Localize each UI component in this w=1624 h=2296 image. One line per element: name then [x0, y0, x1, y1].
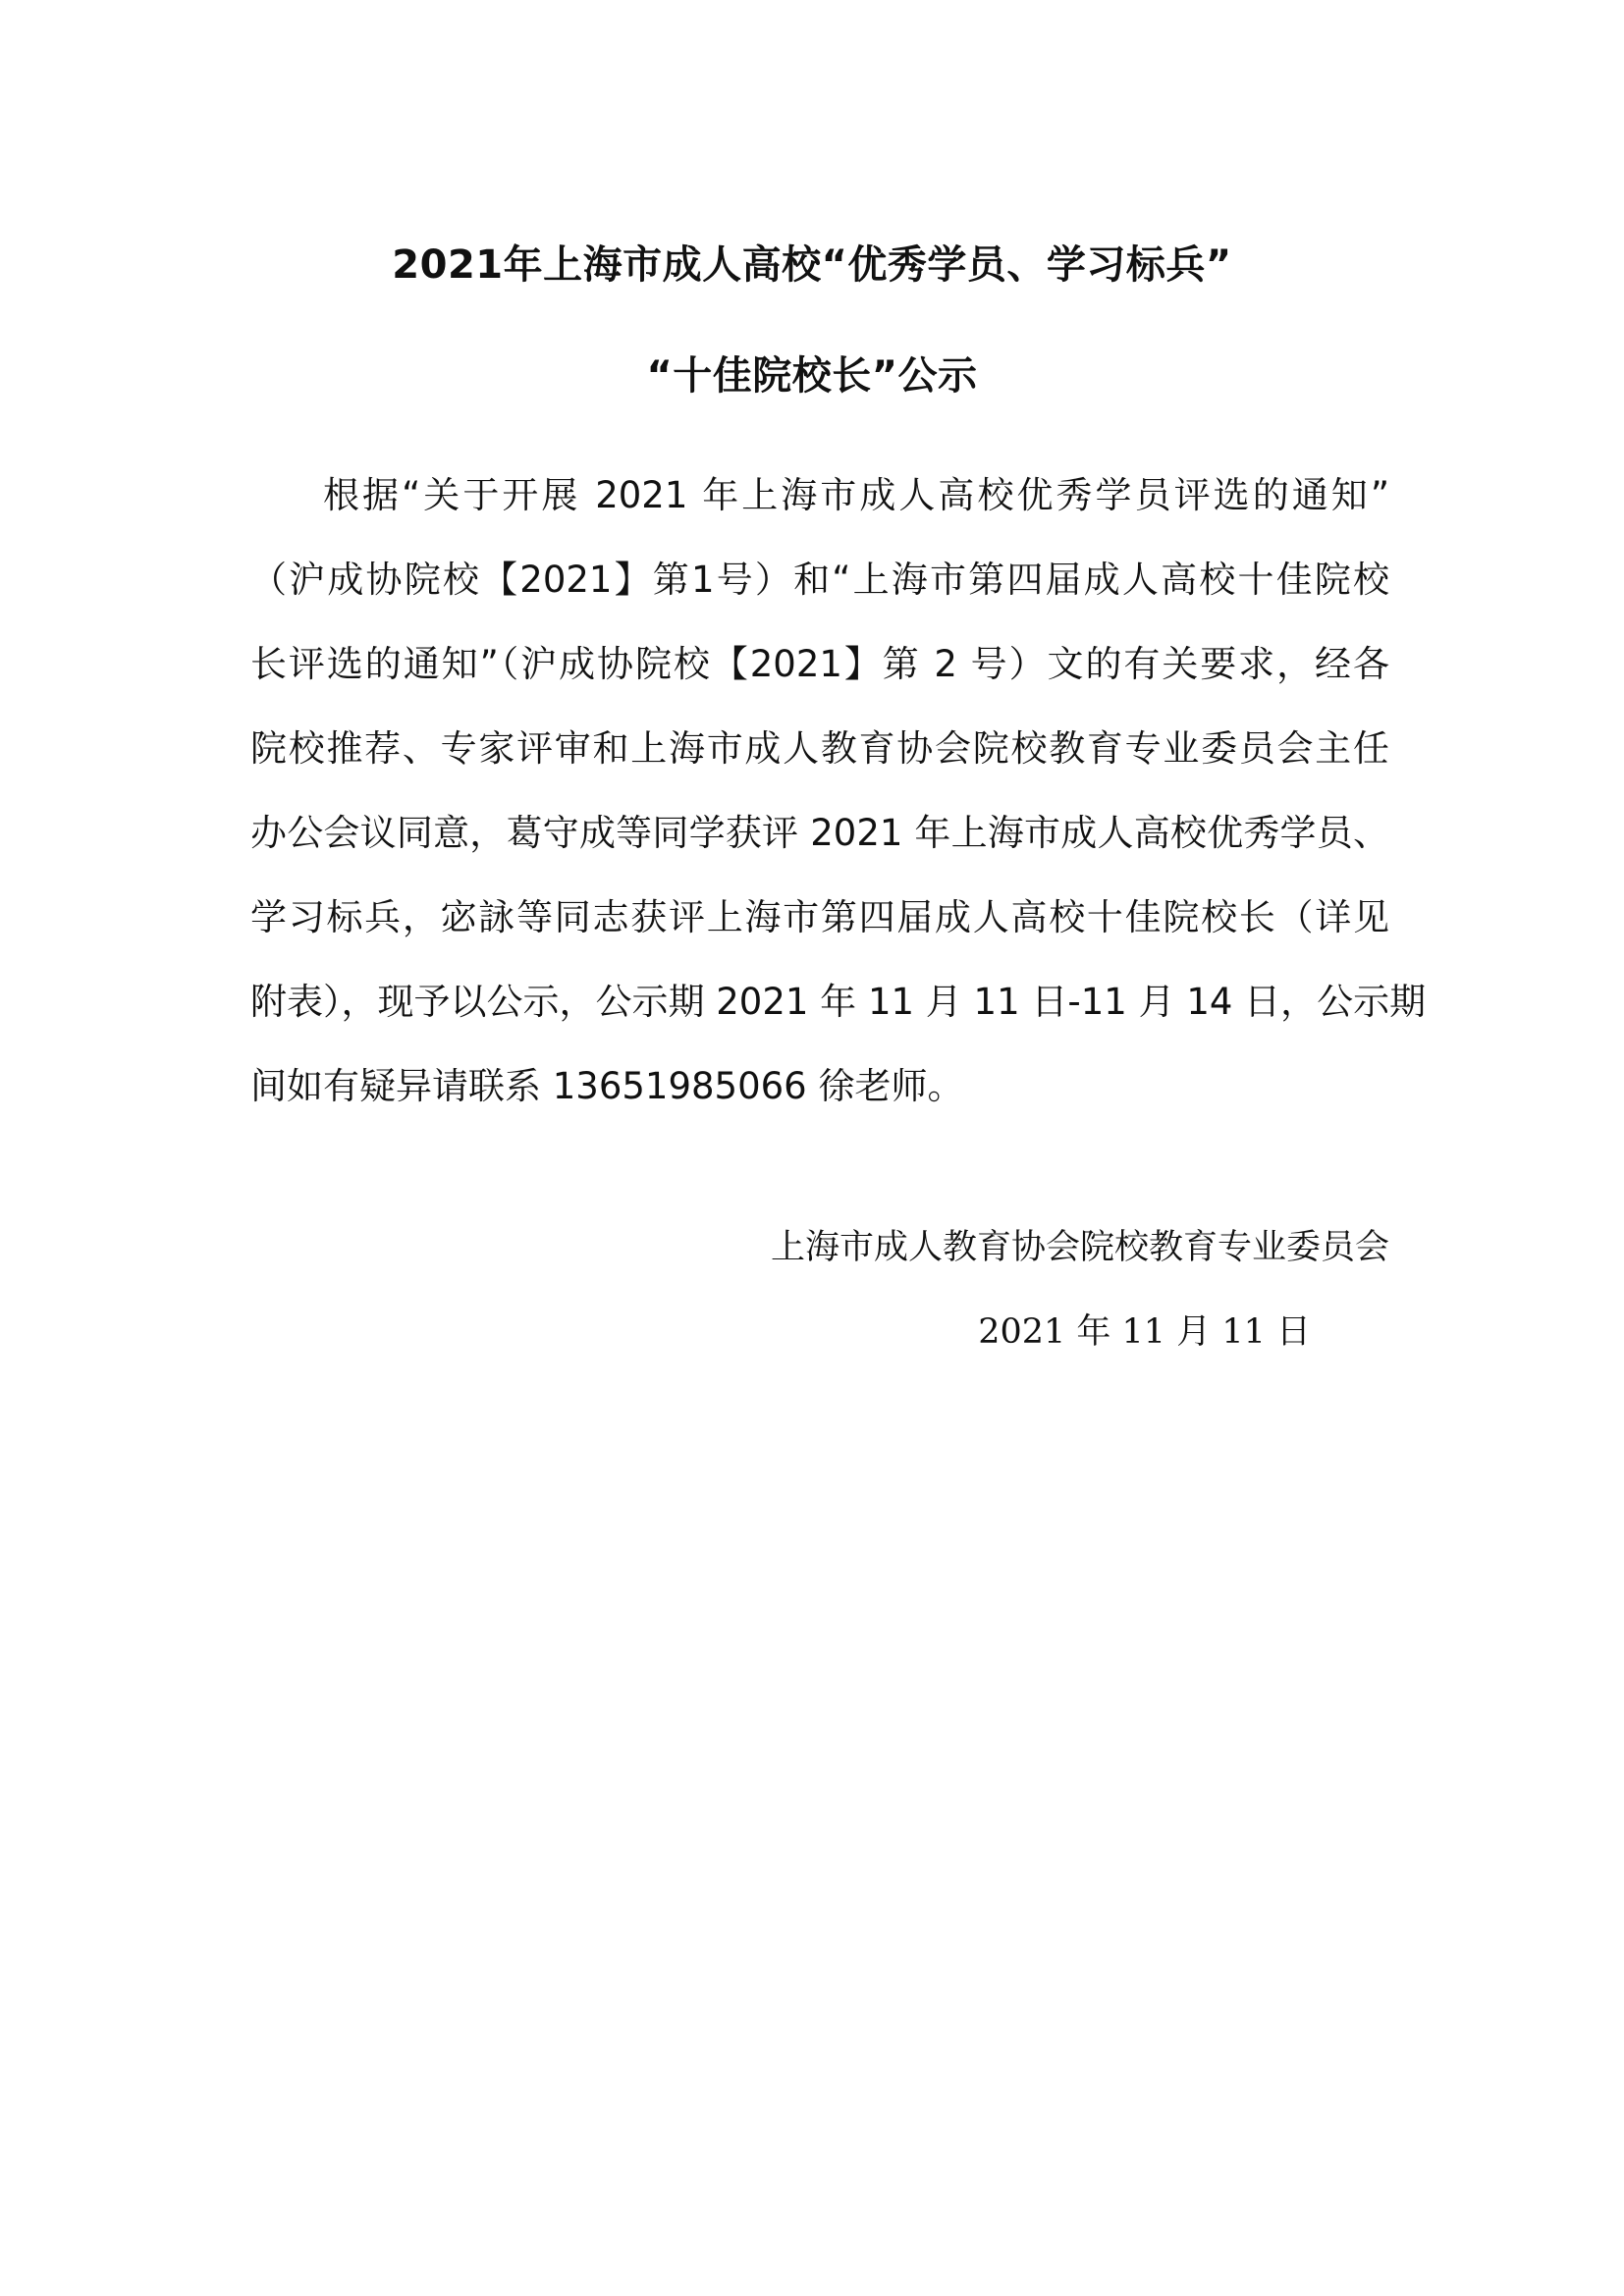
body-line: 根据“关于开展 2021 年上海市成人高校优秀学员评选的通知” — [323, 474, 1389, 516]
document-title-line-1: 2021年上海市成人高校“优秀学员、学习标兵” — [392, 242, 1232, 288]
body-line: 院校推荐、专家评审和上海市成人教育协会院校教育专业委员会主任 — [250, 727, 1389, 770]
document-title-line-2: “十佳院校长”公示 — [646, 353, 978, 399]
body-line: 附表），现予以公示，公示期 2021 年 11 月 11 日-11 月 14 日，公示期 — [250, 981, 1427, 1023]
body-line: 长评选的通知”（沪成协院校【2021】第 2 号）文的有关要求，经各 — [250, 643, 1389, 685]
body-line: 学习标兵，宓詠等同志获评上海市第四届成人高校十佳院校长（详见 — [250, 896, 1389, 938]
body-line: 间如有疑异请联系 13651985066 徐老师。 — [250, 1065, 964, 1107]
announcement-body — [250, 454, 1427, 1129]
body-line: 办公会议同意，葛守成等同学获评 2021 年上海市成人高校优秀学员、 — [250, 812, 1389, 854]
signature-organization: 上海市成人教育协会院校教育专业委员会 — [770, 1228, 1389, 1267]
signature-date: 2021 年 11 月 11 日 — [978, 1312, 1311, 1352]
body-line: （沪成协院校【2021】第1号）和“上海市第四届成人高校十佳院校 — [250, 559, 1389, 601]
